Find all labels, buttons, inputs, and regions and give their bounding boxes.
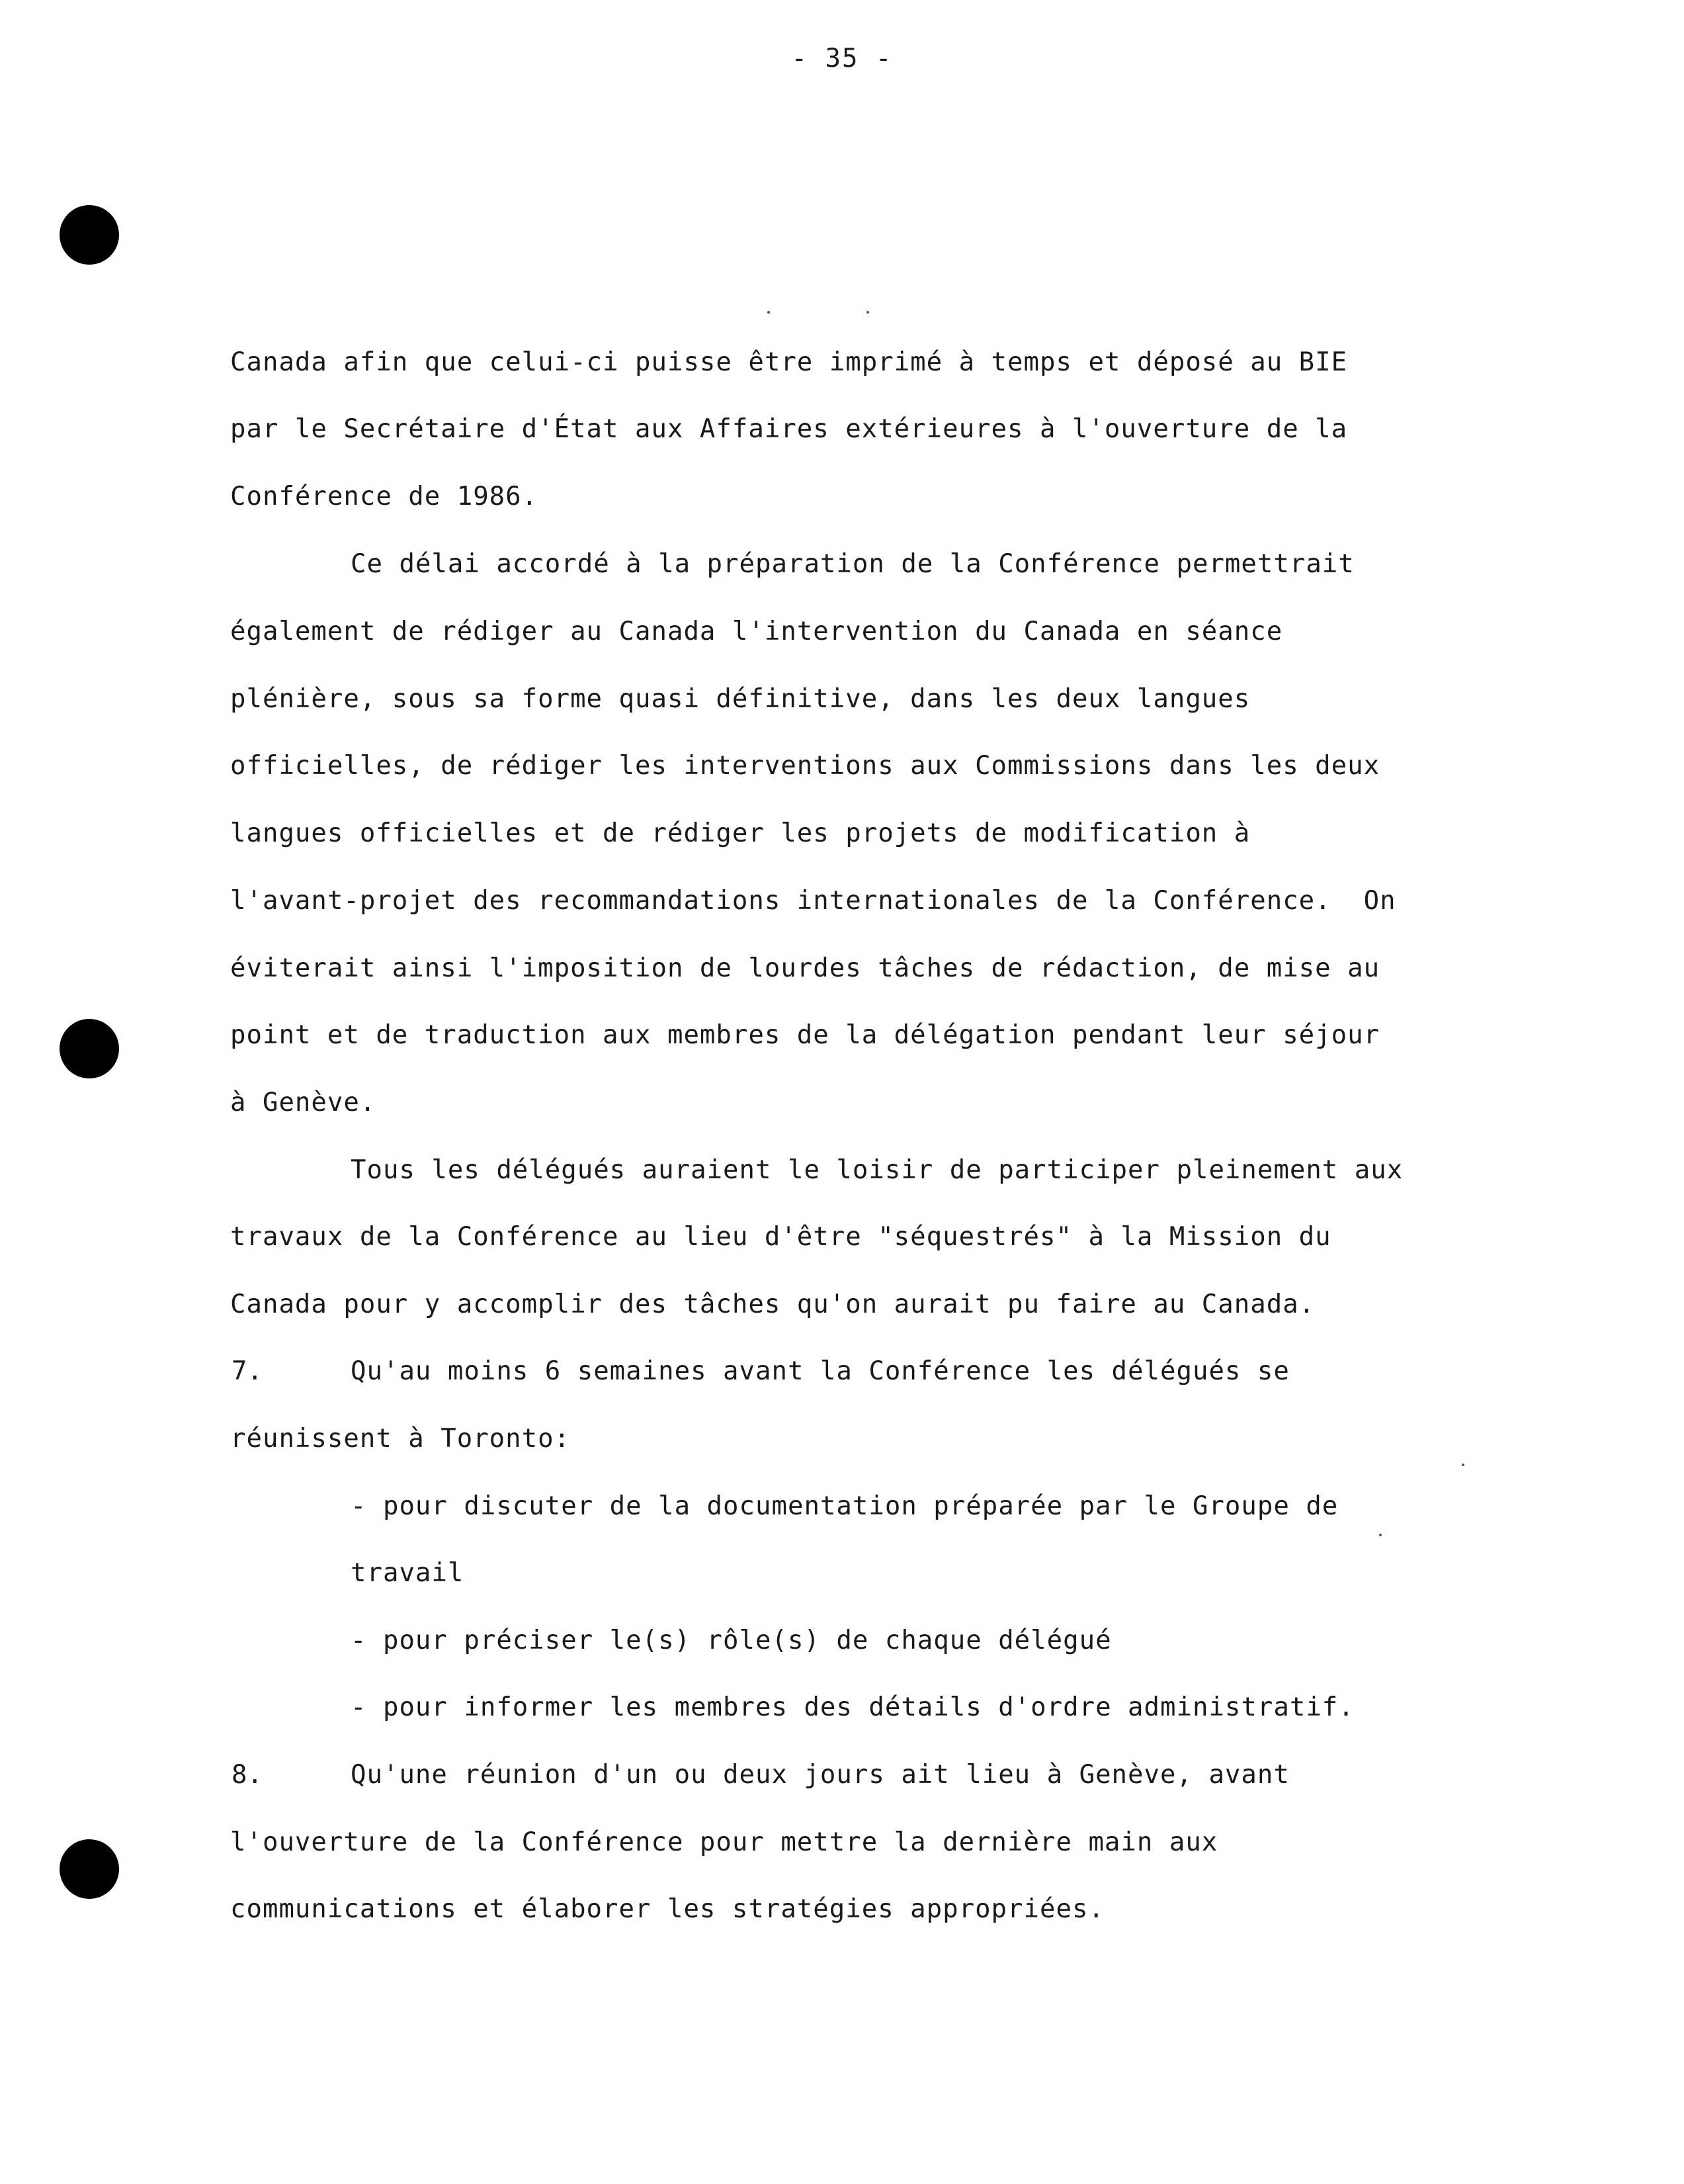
scan-speck	[1462, 1463, 1464, 1466]
item8-line: l'ouverture de la Conférence pour mettre la dernière main aux	[230, 1827, 1218, 1857]
paragraph2-line: également de rédiger au Canada l'intervention du Canada en séance	[230, 617, 1283, 646]
item8-line: Qu'une réunion d'un ou deux jours ait lieu à Genève, avant	[351, 1760, 1290, 1790]
paragraph1-line: par le Secrétaire d'État aux Affaires extérieures à l'ouverture de la	[230, 414, 1348, 444]
paragraph2-line: l'avant-projet des recommandations internationales de la Conférence. On	[230, 886, 1396, 916]
item7-bullet: - pour préciser le(s) rôle(s) de chaque délégué	[351, 1626, 1112, 1655]
paragraph2-line: à Genève.	[230, 1088, 376, 1117]
scan-speck	[767, 311, 770, 314]
scan-speck	[866, 311, 869, 314]
paragraph2-line: point et de traduction aux membres de la délégation pendant leur séjour	[230, 1020, 1380, 1050]
punch-hole-middle	[60, 1019, 119, 1078]
punch-hole-top	[60, 205, 119, 265]
item7-bullet: - pour informer les membres des détails d'ordre administratif.	[351, 1692, 1355, 1722]
item7-bullet: - pour discuter de la documentation préparée par le Groupe de	[351, 1491, 1339, 1521]
paragraph2-line: plénière, sous sa forme quasi définitive, dans les deux langues	[230, 684, 1251, 714]
item8-line: communications et élaborer les stratégies appropriées.	[230, 1894, 1105, 1924]
item7-number: 7.	[232, 1356, 263, 1386]
paragraph2-line: Ce délai accordé à la préparation de la Conférence permettrait	[351, 549, 1355, 579]
paragraph3-line: Canada pour y accomplir des tâches qu'on aurait pu faire au Canada.	[230, 1289, 1316, 1319]
page-number: - 35 -	[791, 44, 893, 73]
paragraph2-line: éviterait ainsi l'imposition de lourdes tâches de rédaction, de mise au	[230, 953, 1380, 983]
item8-number: 8.	[232, 1760, 263, 1790]
item7-bullet: travail	[351, 1558, 464, 1588]
paragraph2-line: officielles, de rédiger les interventions aux Commissions dans les deux	[230, 751, 1380, 781]
paragraph3-line: travaux de la Conférence au lieu d'être "séquestrés" à la Mission du	[230, 1222, 1331, 1252]
scan-speck	[1379, 1534, 1382, 1536]
paragraph1-line: Canada afin que celui-ci puisse être imprimé à temps et déposé au BIE	[230, 347, 1348, 377]
paragraph3-line: Tous les délégués auraient le loisir de participer pleinement aux	[351, 1155, 1404, 1185]
item7-line: réunissent à Toronto:	[230, 1424, 571, 1454]
paragraph1-line: Conférence de 1986.	[230, 482, 538, 511]
item7-line: Qu'au moins 6 semaines avant la Conférence les délégués se	[351, 1356, 1290, 1386]
punch-hole-bottom	[60, 1839, 119, 1899]
paragraph2-line: langues officielles et de rédiger les projets de modification à	[230, 818, 1251, 848]
